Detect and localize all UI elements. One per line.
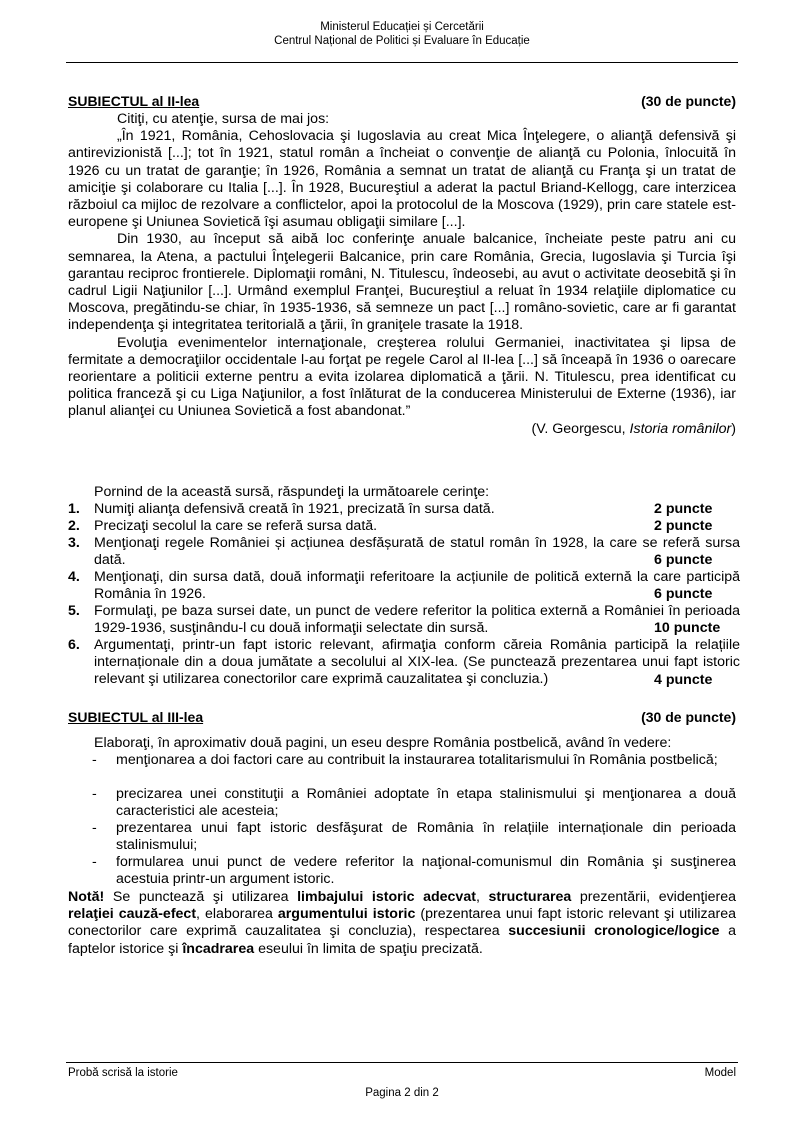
header-center: Centrul Național de Politici și Evaluare în Educație xyxy=(274,35,530,47)
essay-requirement-3: - prezentarea unui fapt istoric desfăşurat de România în relațiile internaționale din perioada stalinismului; xyxy=(92,820,736,854)
question-5: 5. Formulaţi, pe baza sursei date, un punct de vedere referitor la politica externă a României în perioada 1929-1936, susţinându-l cu două informaţii selectate din sursă. 10 puncte xyxy=(68,603,740,637)
question-4: 4. Menţionaţi, din sursa dată, două informaţii referitoare la acțiunile de politică externă la care participă România în 1926. 6 puncte xyxy=(68,569,740,603)
question-3-points: 6 puncte xyxy=(654,552,713,568)
subject2-heading xyxy=(68,93,736,110)
source-book-title: Istoria românilor xyxy=(629,420,732,437)
subject2-title: SUBIECTUL al II-lea xyxy=(68,93,200,109)
source-paragraph-2: Din 1930, au început să aibă loc conferinţe anuale balcanice, încheiate peste patru ani cu semnarea, la Atena, a pactului Înţelegerii Balcanice, prin care România, Grecia, Iugoslavia şi Turcia îşi garantau reciproc frontierele. Diplomaţii români, N. Titulescu, îndeosebi, au avut o activitate deosebită şi în cadrul Ligii Naţiunilor [...]. Urmând exemplul Franţei, Bucureştiul a reluat în 1934 relaţiile diplomatice cu Moscova, pregătindu-se chiar, în 1935-1936, să semneze un pact [...] româno-sovietic, care ar fi garantat independenţa şi integritatea teritorială a ţării, în graniţele trasate la 1918. xyxy=(68,231,736,334)
question-2: 2. Precizaţi secolul la care se referă sursa dată. 2 puncte xyxy=(68,518,713,534)
question-1: 1. Numiţi alianţa defensivă creată în 1921, precizată în sursa dată. 2 puncte xyxy=(68,501,713,517)
question-6: 6. Argumentaţi, printr-un fapt istoric relevant, afirmaţia conform căreia România participă la relațiile internaționale din a doua jumătate a secolului al XIX-lea. (Se punctează prezentarea unui fapt istoric relevant şi utilizarea conectorilor care exprimă cauzalitatea şi concluzia.) 4 puncte xyxy=(68,637,740,688)
subject2-intro: Citiţi, cu atenţie, sursa de mai jos: xyxy=(117,111,330,127)
subject2-points: (30 de puncte) xyxy=(641,93,736,109)
subject3-intro: Elaboraţi, în aproximativ două pagini, un eseu despre România postbelică, având în vedere: xyxy=(94,735,672,751)
footer-page-number: Pagina 2 din 2 xyxy=(365,1087,439,1099)
source-paragraph-3: Evoluţia evenimentelor internaţionale, creşterea rolului Germaniei, inactivitatea şi lipsa de fermitate a democraţiilor occidentale l-au forţat pe regele Carol al II-lea [...] să înceapă în 1936 o oarecare reorientare a politicii externe pentru a evita izolarea diplomatică a ţării. N. Titulescu, prea identificat cu politica franceză şi cu Liga Naţiunilor, a fost înlăturat de la conducerea Ministerului de Externe (1936), iar planul alianţei cu Uniunea Sovietică a fost abandonat.” xyxy=(68,334,736,420)
question-5-points: 10 puncte xyxy=(654,620,721,636)
subject3-title: SUBIECTUL al III-lea xyxy=(68,709,204,725)
question-4-points: 6 puncte xyxy=(654,586,713,602)
essay-requirement-1: - menţionarea a doi factori care au contribuit la instaurarea totalitarismului în România postbelică; xyxy=(92,752,718,768)
essay-requirement-4: - formularea unui punct de vedere referitor la naţional-comunismul din România şi susţinerea acestuia printr-un argument istoric. xyxy=(92,854,736,888)
subject2-source xyxy=(68,111,736,438)
subject2-instruction: Pornind de la această sursă, răspundeţi la următoarele cerinţe: xyxy=(94,484,490,500)
footer-model-label: Model xyxy=(704,1067,736,1079)
subject3-points: (30 de puncte) xyxy=(641,709,736,725)
question-3: 3. Menţionaţi regele României și acțiunea desfășurată de statul român în 1928, la care se referă sursa dată. 6 puncte xyxy=(68,535,740,569)
header-ministry: Ministerul Educației și Cercetării xyxy=(320,21,484,33)
question-1-points: 2 puncte xyxy=(654,501,713,517)
footer-exam-name: Probă scrisă la istorie xyxy=(68,1067,178,1079)
question-2-points: 2 puncte xyxy=(654,518,713,534)
note-label: Notă! xyxy=(68,889,105,905)
subject3-heading xyxy=(68,709,736,726)
footer-divider xyxy=(66,1062,738,1063)
subject3-note: Notă! Se punctează şi utilizarea limbajului istoric adecvat, structurarea prezentării, evidenţierea relaţiei cauză-efect, elaborarea argumentului istoric (prezentarea unui fapt istoric relevant şi utilizarea conectorilor care exprimă cauzalitatea şi concluzia), respectarea succesiunii cronologice/logice a faptelor istorice şi încadrarea eseului în limita de spaţiu precizată. xyxy=(68,889,736,957)
source-paragraph-1: „În 1921, România, Cehoslovacia şi Iugoslavia au creat Mica Înţelegere, o alianţă defensivă şi antirevizionistă [...]; tot în 1921, statul român a încheiat o convenţie de alianţă cu Polonia, înlocuită în 1926 cu un tratat de garanţie; în 1926, România a semnat un tratat de alianţă cu Franţa şi un tratat de amiciţie şi colaborare cu Italia [...]. În 1928, Bucureştiul a aderat la pactul Briand-Kellogg, care interzicea războiul ca mijloc de rezolvare a conflictelor, apoi la protocolul de la Moscova (1929), prin care statele est-europene şi Uniunea Sovietică îşi asumau obligaţii similare [...]. xyxy=(68,128,736,231)
header-divider xyxy=(66,62,738,63)
source-citation: (V. Georgescu, Istoria românilor) xyxy=(531,420,736,437)
essay-requirement-2: - precizarea unei constituţii a României adoptate în etapa stalinismului şi menţionarea a două caracteristici ale acesteia; xyxy=(92,786,736,820)
question-6-points: 4 puncte xyxy=(654,672,713,688)
